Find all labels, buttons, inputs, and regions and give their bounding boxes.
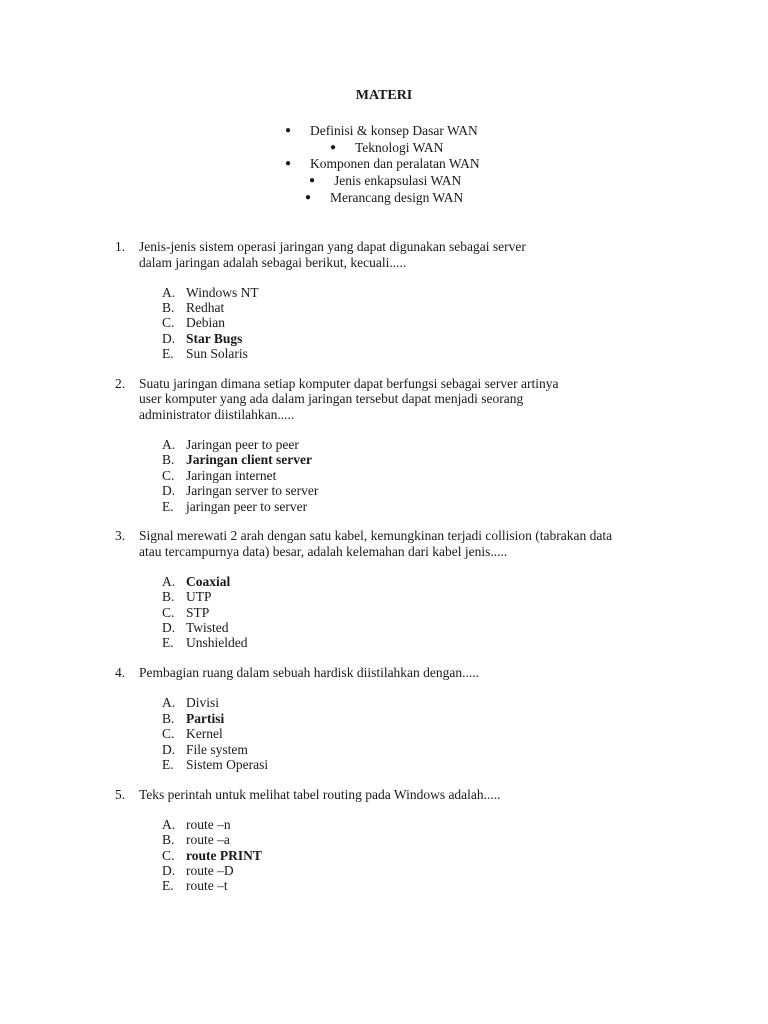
option-text: Twisted	[186, 620, 229, 636]
option-e	[162, 757, 755, 772]
option-text: Jaringan internet	[186, 467, 277, 483]
option-letter: E.	[162, 498, 174, 514]
option-b-correct	[162, 711, 755, 726]
option-text: Coaxial	[186, 573, 231, 589]
question-text: Pembagian ruang dalam sebuah hardisk diistilahkan dengan.....	[139, 665, 480, 681]
option-text: Unshielded	[186, 635, 248, 651]
question-text: Suatu jaringan dimana setiap komputer dapat berfungsi sebagai server artinya user komputer yang ada dalam jaringan tersebut dapat menjadi seorang administrator diistilahkan.....	[139, 375, 559, 422]
option-a	[162, 695, 755, 710]
topic-item	[0, 123, 768, 140]
question-number: 3.	[115, 528, 126, 544]
option-letter: C.	[162, 847, 175, 863]
topic-item	[0, 156, 768, 173]
options-list	[162, 695, 755, 772]
option-text: Sun Solaris	[186, 346, 248, 362]
option-letter: B.	[162, 452, 175, 468]
option-letter: B.	[162, 299, 175, 315]
questions-list	[115, 239, 755, 908]
topic-text: Definisi & konsep Dasar WAN	[310, 123, 478, 138]
option-text: Debian	[186, 315, 225, 331]
option-c	[162, 315, 755, 330]
question-number: 4.	[115, 665, 126, 681]
topic-text: Teknologi WAN	[355, 139, 444, 155]
question-text: Teks perintah untuk melihat tabel routing pada Windows adalah.....	[139, 786, 501, 802]
question-text: Jenis-jenis sistem operasi jaringan yang dapat digunakan sebagai server dalam jaringan adalah sebagai berikut, kecuali.....	[139, 239, 526, 270]
option-text: Sistem Operasi	[186, 756, 269, 772]
option-letter: D.	[162, 741, 176, 757]
option-letter: D.	[162, 620, 176, 636]
question-3	[115, 528, 755, 650]
option-e	[162, 346, 755, 361]
topic-item	[0, 140, 768, 157]
document-title: MATERI	[355, 88, 413, 103]
option-text: Divisi	[186, 695, 220, 711]
question-number: 5.	[115, 786, 126, 802]
option-text: File system	[186, 741, 248, 757]
option-a	[162, 817, 755, 832]
option-text: Kernel	[186, 726, 223, 742]
option-letter: E.	[162, 756, 174, 772]
question-text: Signal merewati 2 arah dengan satu kabel, kemungkinan terjadi collision (tabrakan data atau tercampurnya data) besar, adalah kelemahan dari kabel jenis.....	[139, 528, 613, 559]
options-list	[162, 817, 755, 894]
option-b-correct	[162, 452, 755, 467]
topic-item	[0, 190, 768, 207]
option-text: Jaringan client server	[186, 452, 312, 468]
option-letter: B.	[162, 710, 175, 726]
bullet-icon: ●	[309, 175, 316, 187]
option-letter: B.	[162, 832, 175, 848]
option-letter: B.	[162, 589, 175, 605]
option-a	[162, 285, 755, 300]
option-text: route –n	[186, 816, 231, 832]
option-letter: D.	[162, 330, 176, 346]
bullet-icon: ●	[285, 158, 292, 170]
question-number: 1.	[115, 239, 126, 254]
option-text: Windows NT	[186, 284, 259, 300]
option-letter: C.	[162, 604, 175, 620]
option-letter: A.	[162, 816, 176, 832]
option-letter: E.	[162, 346, 174, 362]
option-d	[162, 483, 755, 498]
option-text: route –D	[186, 862, 234, 878]
question-1	[115, 239, 755, 361]
bullet-icon: ●	[330, 141, 337, 153]
option-b	[162, 832, 755, 847]
option-text: Redhat	[186, 299, 225, 315]
option-d	[162, 620, 755, 635]
option-c-correct	[162, 848, 755, 863]
option-d	[162, 863, 755, 878]
option-text: Star Bugs	[186, 330, 243, 346]
option-e	[162, 878, 755, 893]
option-text: route –a	[186, 832, 230, 848]
option-d-correct	[162, 331, 755, 346]
option-c	[162, 468, 755, 483]
option-letter: A.	[162, 695, 176, 711]
bullet-icon: ●	[285, 125, 292, 136]
topic-item	[0, 173, 768, 190]
topic-text: Merancang design WAN	[330, 189, 464, 205]
option-text: STP	[186, 604, 210, 620]
question-number: 2.	[115, 375, 126, 391]
options-list	[162, 285, 755, 362]
option-letter: A.	[162, 573, 176, 589]
option-e	[162, 499, 755, 514]
option-d	[162, 742, 755, 757]
option-letter: A.	[162, 284, 176, 300]
options-list	[162, 574, 755, 651]
options-list	[162, 437, 755, 514]
option-letter: D.	[162, 862, 176, 878]
bullet-icon: ●	[305, 191, 312, 203]
question-5	[115, 787, 755, 894]
option-text: route –t	[186, 878, 228, 894]
option-letter: D.	[162, 483, 176, 499]
option-text: Jaringan server to server	[186, 483, 319, 499]
option-c	[162, 726, 755, 741]
question-4	[115, 665, 755, 772]
option-letter: E.	[162, 878, 174, 894]
topics-list	[0, 123, 768, 206]
option-letter: A.	[162, 436, 176, 452]
option-text: UTP	[186, 589, 212, 605]
option-c	[162, 605, 755, 620]
option-letter: C.	[162, 467, 175, 483]
option-letter: C.	[162, 726, 175, 742]
option-b	[162, 300, 755, 315]
topic-text: Komponen dan peralatan WAN	[310, 156, 480, 172]
option-a	[162, 437, 755, 452]
question-2	[115, 376, 755, 514]
option-letter: C.	[162, 315, 175, 331]
option-text: jaringan peer to server	[186, 498, 308, 514]
option-b	[162, 589, 755, 604]
option-text: route PRINT	[186, 847, 262, 863]
option-text: Jaringan peer to peer	[186, 436, 299, 452]
option-letter: E.	[162, 635, 174, 651]
topic-text: Jenis enkapsulasi WAN	[334, 173, 462, 189]
option-e	[162, 635, 755, 650]
option-a-correct	[162, 574, 755, 589]
option-text: Partisi	[186, 710, 225, 726]
